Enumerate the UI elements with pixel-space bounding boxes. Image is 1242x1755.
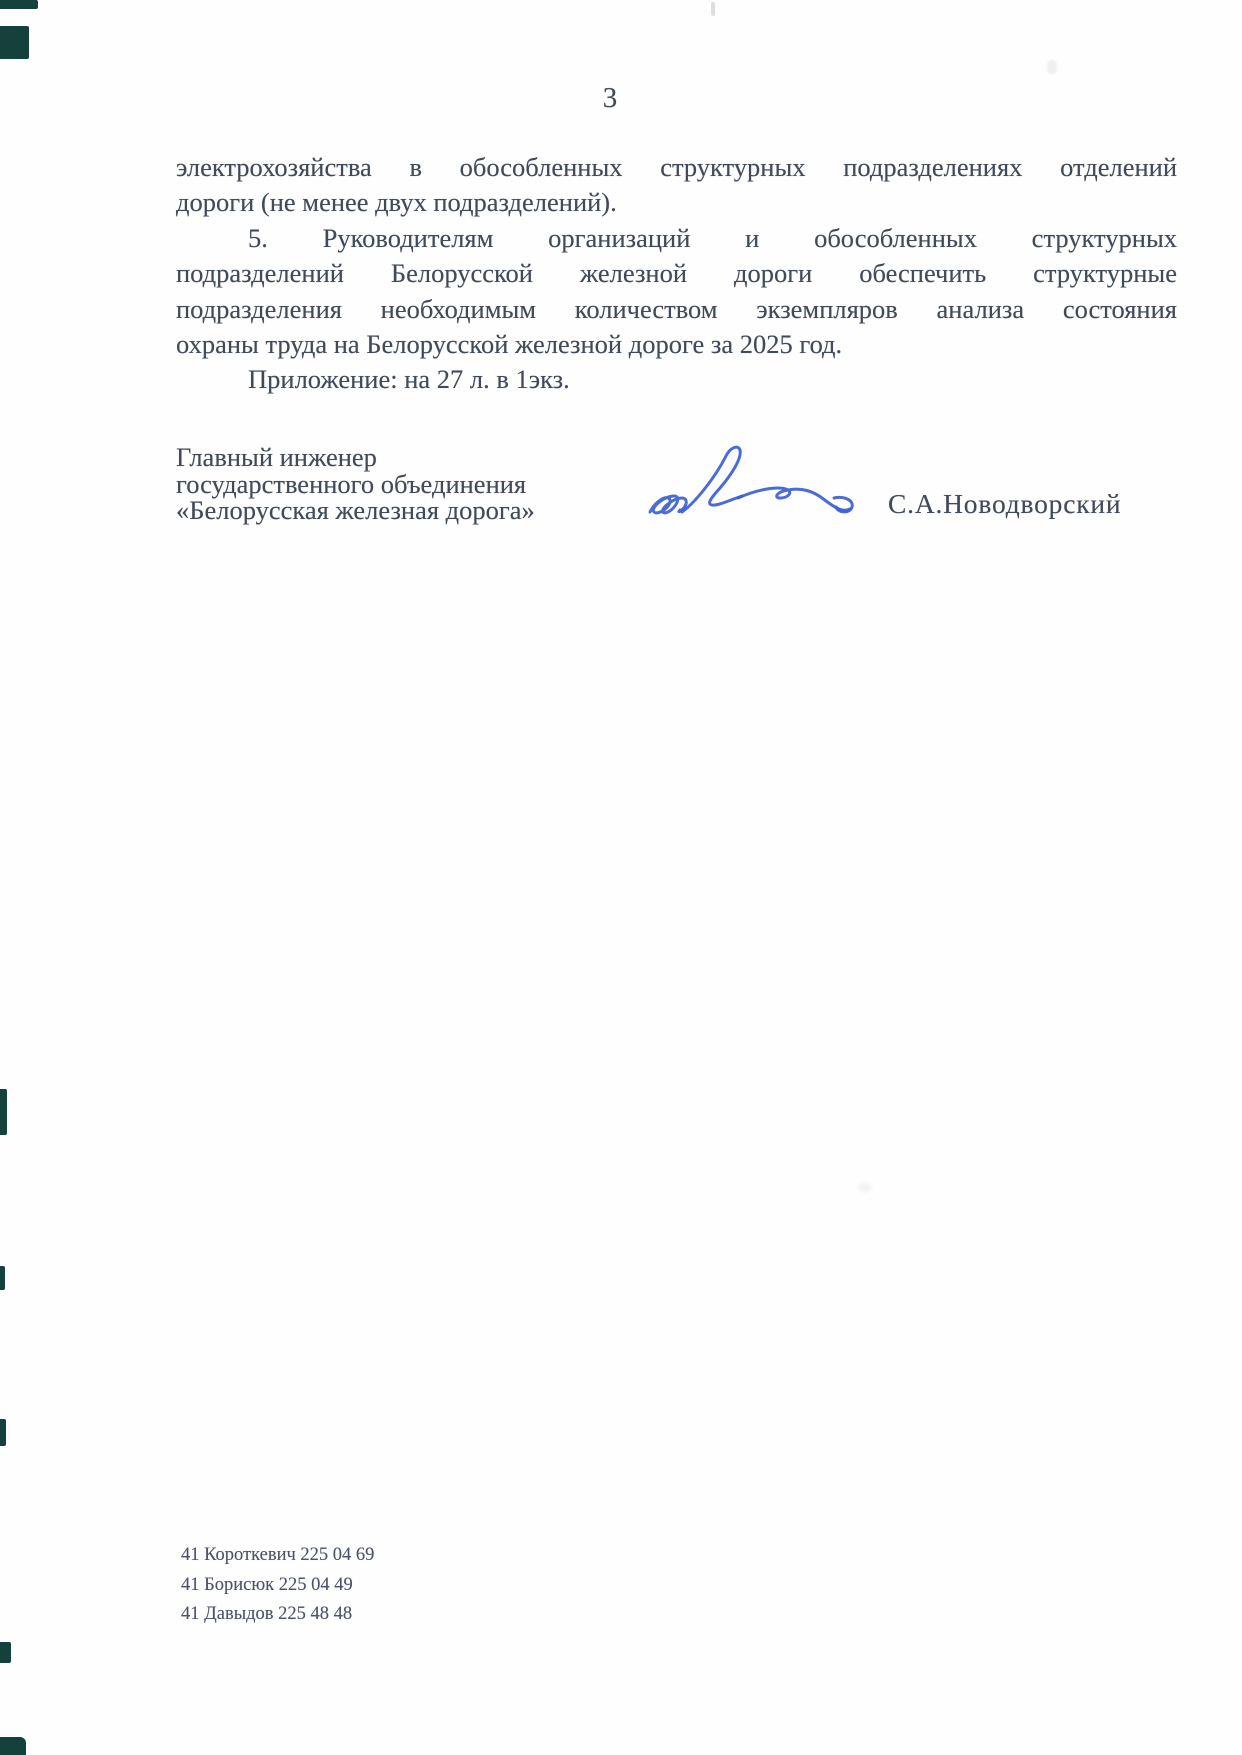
paragraph-line: дороги (не менее двух подразделений). [176,187,617,218]
footer-contact-line: 41 Борисюк 225 04 49 [181,1574,353,1595]
scan-artifact-mark [0,26,29,59]
paragraph-line: подразделений Белорусской железной дороги обеспечить структурные [176,258,1177,289]
scan-smudge [1047,60,1057,74]
footer-contact-line: 41 Давыдов 225 48 48 [181,1604,353,1624]
paragraph-line: охраны труда на Белорусской железной дороге за 2025 год. [176,329,843,360]
handwritten-signature-icon [638,436,873,531]
scan-artifact-mark [0,1089,7,1135]
paragraph-line: подразделения необходимым количеством экземпляров анализа состояния [176,293,1177,324]
scan-artifact-mark [0,1642,11,1663]
footer-contact-line: 41 Короткевич 225 04 69 [181,1545,375,1565]
footer-contacts [181,1541,601,1630]
scan-artifact-mark [0,1737,26,1755]
scan-artifact-mark [0,1419,6,1446]
signer-title-line: государственного объединения [176,468,527,499]
attachment-line: Приложение: на 27 л. в 1экз. [248,364,570,395]
signer-title-line: Главный инженер [176,442,377,472]
scan-artifact-mark [0,0,38,9]
paragraph-line: электрохозяйства в обособленных структурных подразделениях отделений [176,152,1177,182]
signer-title-block [176,444,696,524]
body-text [176,150,1177,398]
scan-artifact-mark [0,1266,5,1290]
scan-smudge [858,1183,872,1192]
page-number: 3 [602,82,618,114]
paragraph-line: 5. Руководителям организаций и обособленных структурных [248,222,1177,253]
signer-title-line: «Белорусская железная дорога» [176,495,535,525]
scan-smudge [711,2,715,16]
signer-name: С.А.Новодворский [888,488,1122,519]
